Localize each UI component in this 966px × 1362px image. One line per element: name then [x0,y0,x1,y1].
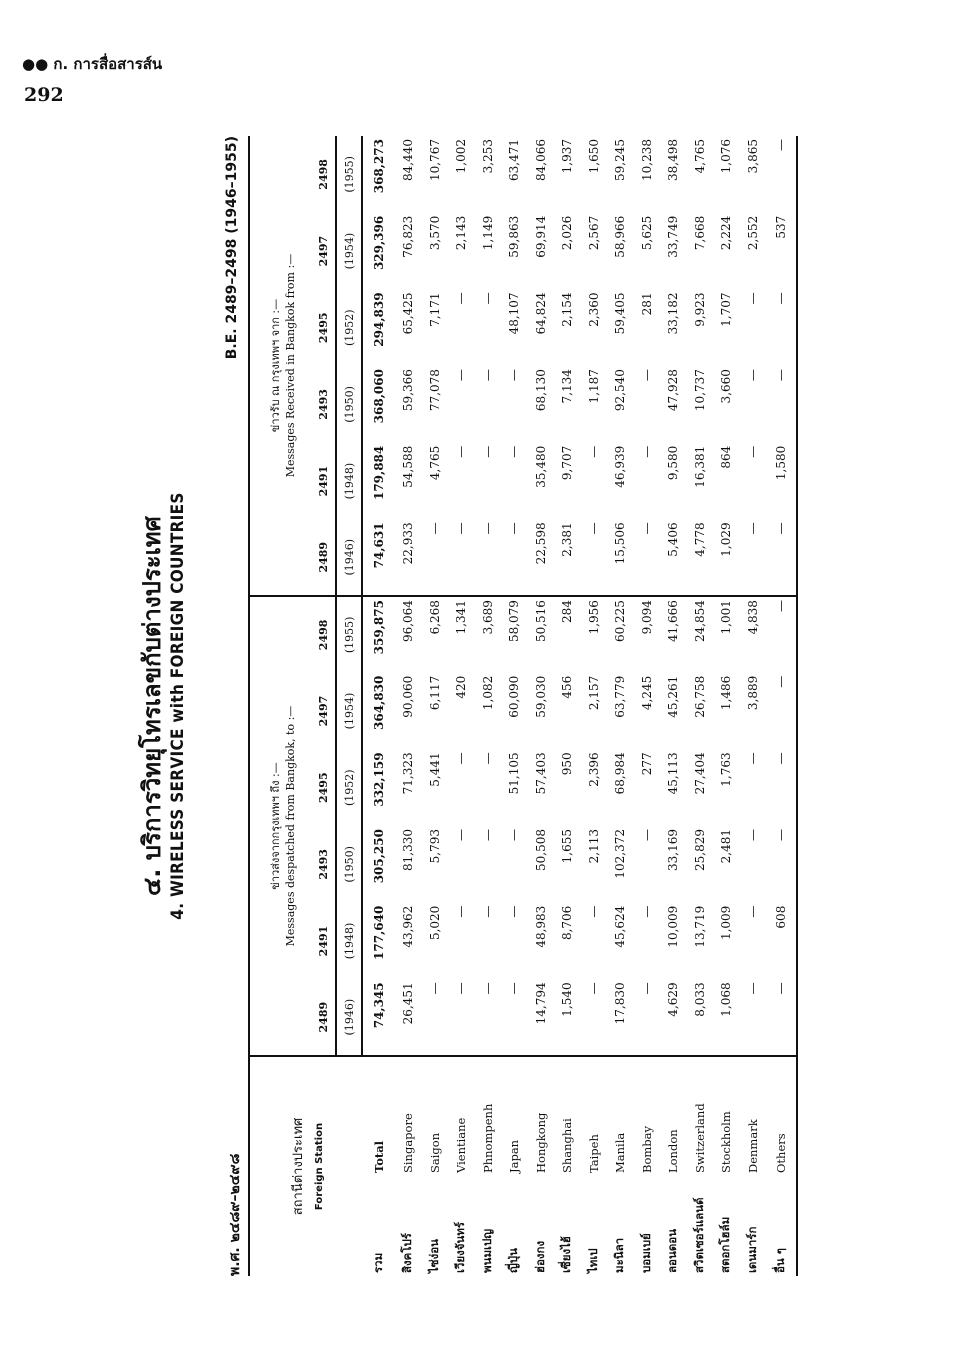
station-header-thai: สถานีต่างประเทศ [291,1117,306,1216]
received-value-cell: 84,066 [533,139,548,181]
despatched-header [249,596,312,1056]
station-name-thai: สิงคโปร์ [400,1233,415,1273]
station-name-english: Others [766,1056,797,1176]
received-value-cell: 1,707 [719,292,734,327]
received-year-ad: (1946) [336,519,362,596]
page-number: 292 [24,84,64,106]
despatched-value-cell: 608 [766,903,797,980]
despatched-year-ad: (1946) [336,979,362,1056]
station-name-english: Switzerland [687,1056,714,1176]
despatched-value-cell: 60,225 [607,596,634,673]
station-name-english: Saigon [422,1056,449,1176]
despatched-value-cell: — [639,829,654,842]
received-value-cell: 92,540 [613,369,628,412]
received-year-ad: (1954) [336,213,362,290]
despatched-value-cell: 90,060 [401,675,416,718]
received-value-cell: 69,914 [533,215,548,258]
received-value-cell: — [766,519,797,596]
received-value-cell: 5,625 [639,215,654,251]
despatched-value-cell: — [507,982,522,995]
received-value-cell: 77,078 [427,369,442,412]
despatched-value-cell: 10,009 [666,905,681,948]
station-name-thai: สวิตเซอร์แลนด์ [691,1197,706,1273]
received-value-cell: 9,580 [666,445,681,481]
received-value-cell: — [745,369,760,382]
despatched-value-cell: 50,508 [533,829,548,872]
received-header-thai: ข่าวรับ ณ กรุงเทพฯ จาก :— [268,298,282,433]
despatched-value-cell: — [480,829,495,842]
received-value-cell: 537 [766,213,797,290]
despatched-value-cell: — [766,596,797,673]
despatched-value-cell: 1,001 [713,596,740,673]
despatched-value-cell: 332,159 [372,752,386,807]
received-value-cell: — [480,292,495,305]
despatched-value-cell: — [766,826,797,903]
station-name-thai: มะนิลา [612,1237,627,1273]
despatched-value-cell: 1,341 [448,596,475,673]
received-value-cell: 3,660 [719,369,734,404]
despatched-value-cell: — [454,829,469,842]
received-value-cell: 2,567 [586,215,601,251]
despatched-value-cell: 3,889 [745,675,760,711]
despatched-value-cell: 41,666 [660,596,687,673]
station-name-english: Manila [607,1056,634,1176]
station-name-thai: พนมเปญ [479,1228,494,1273]
station-name-english: Japan [501,1056,528,1176]
despatched-value-cell: 2,113 [586,829,601,864]
received-year-be: 2489 [312,519,336,596]
despatched-value-cell: 359,875 [362,596,395,673]
received-year-ad: (1950) [336,366,362,443]
received-value-cell: 2,026 [560,215,575,251]
despatched-year-ad: (1954) [336,673,362,750]
received-year-be: 2495 [312,289,336,366]
received-value-cell: 281 [639,292,654,316]
received-value-cell: 64,824 [533,292,548,335]
received-value-cell: 2,381 [560,522,575,557]
despatched-year-be: 2493 [312,826,336,903]
despatched-value-cell: — [766,673,797,750]
despatched-value-cell: 60,090 [507,675,522,718]
despatched-value-cell: — [454,982,469,995]
despatched-value-cell: — [480,905,495,918]
received-value-cell: — [586,445,601,458]
table-row [740,136,767,1276]
despatched-value-cell: 177,640 [372,905,386,960]
received-year-ad: (1955) [336,136,362,213]
received-value-cell: 65,425 [401,292,416,335]
despatched-value-cell: 1,763 [719,752,734,787]
received-value-cell: 4,778 [692,522,707,557]
despatched-value-cell: 8,706 [560,905,575,941]
received-value-cell: 35,480 [533,445,548,488]
despatched-value-cell: 1,082 [480,675,495,711]
despatched-value-cell: — [507,829,522,842]
despatched-year-be: 2491 [312,903,336,980]
received-value-cell: 1,937 [560,139,575,174]
received-value-cell: 1,002 [454,139,469,174]
received-value-cell: 59,405 [613,292,628,335]
station-header-english: Foreign Station [314,1122,325,1211]
despatched-value-cell: 63,779 [613,675,628,718]
received-value-cell: — [766,289,797,366]
title-thai: ๔. บริการวิทยุโทรเลขกับต่างประเทศ [138,516,166,896]
despatched-year-ad: (1952) [336,749,362,826]
station-name-thai: บอมเบย์ [638,1233,653,1273]
despatched-value-cell: 4,245 [639,675,654,711]
despatched-value-cell: 9,094 [634,596,661,673]
received-value-cell: 2,154 [560,292,575,327]
received-value-cell: 10,737 [692,369,707,412]
despatched-value-cell: 6,117 [427,675,442,711]
despatched-value-cell: — [427,982,442,995]
received-value-cell: — [766,136,797,213]
received-value-cell: 9,707 [560,445,575,481]
despatched-value-cell: — [639,905,654,918]
received-value-cell: 3,865 [745,139,760,174]
received-value-cell: 59,863 [507,215,522,258]
received-value-cell: 68,130 [533,369,548,412]
received-value-cell: — [639,522,654,535]
received-value-cell: 4,765 [427,445,442,481]
received-value-cell: 329,396 [372,215,386,271]
station-name-thai: อื่น ๆ [766,1176,797,1276]
received-value-cell: — [454,292,469,305]
received-value-cell: — [639,369,654,382]
station-name-english: Hongkong [528,1056,555,1176]
received-year-be: 2491 [312,443,336,520]
table-row [475,136,502,1276]
despatched-value-cell: 2,481 [719,829,734,864]
despatched-value-cell: — [745,829,760,842]
received-value-cell: — [586,522,601,535]
table-row [554,136,581,1276]
despatched-value-cell: 71,323 [401,752,416,795]
received-value-cell: 76,823 [401,215,416,258]
despatched-value-cell: 59,030 [533,675,548,718]
received-value-cell: 10,767 [427,139,442,181]
despatched-value-cell: 25,829 [692,829,707,872]
total-row [362,136,395,1276]
received-value-cell: 7,668 [692,215,707,251]
received-value-cell: 7,171 [427,292,442,327]
despatched-value-cell: 74,345 [372,982,386,1029]
station-name-english: London [660,1056,687,1176]
despatched-value-cell: 68,984 [613,752,628,795]
table-row [687,136,714,1276]
received-value-cell: — [507,522,522,535]
received-value-cell: 368,060 [372,369,386,424]
table-row [448,136,475,1276]
despatched-value-cell: 48,983 [533,905,548,948]
despatched-value-cell: 3,689 [475,596,502,673]
received-value-cell: — [745,522,760,535]
despatched-value-cell: 24,854 [687,596,714,673]
received-value-cell: — [480,445,495,458]
despatched-value-cell: — [745,982,760,995]
station-name-thai: ไซ่ง่อน [426,1239,441,1273]
period-thai: พ.ศ. ๒๔๘๙–๒๔๙๘ [227,1153,243,1276]
despatched-value-cell: 102,372 [613,829,628,879]
received-value-cell: 1,187 [586,369,601,404]
received-year-be: 2493 [312,366,336,443]
received-year-be: 2498 [312,136,336,213]
received-value-cell: 22,598 [533,522,548,565]
despatched-year-ad: (1950) [336,826,362,903]
received-year-be: 2497 [312,213,336,290]
despatched-value-cell: 1,956 [581,596,608,673]
despatched-value-cell: 1,655 [560,829,575,864]
despatched-year-be: 2497 [312,673,336,750]
received-value-cell: 33,749 [666,215,681,258]
station-name-thai: รวม [370,1252,385,1273]
received-value-cell: 33,182 [666,292,681,335]
despatched-value-cell: 5,441 [427,752,442,787]
despatched-value-cell: — [454,905,469,918]
despatched-value-cell: 2,157 [586,675,601,711]
received-value-cell: 179,884 [372,445,386,501]
despatched-value-cell: — [480,982,495,995]
despatched-value-cell: 81,330 [401,829,416,872]
title-english: 4. WIRELESS SERVICE with FOREIGN COUNTRIES [168,492,188,920]
despatched-value-cell: — [766,749,797,826]
wireless-service-table [248,136,798,1276]
despatched-header-english: Messages despatched from Bangkok, to :— [283,705,297,947]
despatched-value-cell: — [586,982,601,995]
station-name-thai: ญี่ปุ่น [506,1248,521,1273]
despatched-value-cell: 6,268 [422,596,449,673]
despatched-value-cell: 277 [639,752,654,776]
despatched-value-cell: 2,396 [586,752,601,787]
despatched-value-cell: 43,962 [401,905,416,948]
despatched-value-cell: 50,516 [528,596,555,673]
received-header [249,136,312,596]
station-name-thai: ไทเป [585,1248,600,1273]
received-header-english: Messages Received in Bangkok from :— [283,253,297,478]
despatched-value-cell: 4,838 [740,596,767,673]
received-value-cell: 864 [719,445,734,469]
station-name-english: Vientiane [448,1056,475,1176]
received-value-cell: 1,076 [719,139,734,174]
received-value-cell: 46,939 [613,445,628,488]
received-value-cell: 2,552 [745,215,760,251]
received-year-ad: (1948) [336,443,362,520]
received-value-cell: 5,406 [666,522,681,557]
received-value-cell: 59,366 [401,369,416,412]
station-name-english: Total [362,1056,395,1176]
received-value-cell: 9,923 [692,292,707,327]
despatched-value-cell: 364,830 [372,675,386,730]
station-header [249,1056,362,1276]
received-value-cell: 54,588 [401,445,416,488]
despatched-value-cell: 17,830 [613,982,628,1025]
station-name-english: Singapore [395,1056,422,1176]
station-name-english: Denmark [740,1056,767,1176]
period-english: B.E. 2489–2498 (1946–1955) [224,136,240,360]
table-row [766,136,797,1276]
received-value-cell: 38,498 [666,139,681,181]
received-value-cell: — [454,445,469,458]
received-value-cell: 58,966 [613,215,628,258]
despatched-year-be: 2498 [312,596,336,673]
despatched-value-cell: 96,064 [395,596,422,673]
despatched-value-cell: — [454,752,469,765]
despatched-value-cell: 305,250 [372,829,386,884]
received-value-cell: 294,839 [372,292,386,347]
received-value-cell: — [745,445,760,458]
received-value-cell: 16,381 [692,445,707,488]
received-value-cell: — [480,369,495,382]
received-value-cell: — [507,369,522,382]
station-name-english: Bombay [634,1056,661,1176]
despatched-value-cell: 45,113 [666,752,681,795]
despatched-value-cell: 51,105 [507,752,522,795]
received-value-cell: 22,933 [401,522,416,565]
received-value-cell: 1,580 [766,443,797,520]
despatched-year-ad: (1955) [336,596,362,673]
despatched-value-cell: 284 [554,596,581,673]
despatched-value-cell: 45,261 [666,675,681,718]
despatched-value-cell: 1,068 [719,982,734,1017]
received-value-cell: 3,253 [480,139,495,174]
station-name-thai: สตอกโฮล์ม [718,1216,733,1273]
despatched-value-cell: 4,629 [666,982,681,1017]
despatched-value-cell: 5,793 [427,829,442,864]
received-value-cell: 2,224 [719,215,734,251]
despatched-value-cell: 33,169 [666,829,681,872]
despatched-value-cell: 27,404 [692,752,707,795]
despatched-value-cell: — [745,905,760,918]
received-value-cell: 84,440 [401,139,416,181]
despatched-value-cell: 58,079 [501,596,528,673]
received-value-cell: 4,765 [692,139,707,174]
received-value-cell: 7,134 [560,369,575,404]
received-value-cell: 368,273 [372,139,386,194]
received-value-cell: 10,238 [639,139,654,181]
station-name-thai: เวียงจันทร์ [453,1221,468,1273]
station-name-english: Phnompenh [475,1056,502,1176]
table-row [660,136,687,1276]
received-value-cell: 1,029 [719,522,734,557]
received-value-cell: 15,506 [613,522,628,565]
received-value-cell: 1,650 [586,139,601,174]
despatched-value-cell: 420 [454,675,469,699]
received-value-cell: 63,471 [507,139,522,181]
table-row [581,136,608,1276]
despatched-value-cell: 8,033 [692,982,707,1017]
received-year-ad: (1952) [336,289,362,366]
despatched-value-cell: 45,624 [613,905,628,948]
table-row [395,136,422,1276]
despatched-year-ad: (1948) [336,903,362,980]
received-value-cell: 74,631 [372,522,386,569]
station-name-thai: เดนมาร์ก [744,1226,759,1273]
table-row [607,136,634,1276]
despatched-year-be: 2495 [312,749,336,826]
despatched-value-cell: 1,540 [560,982,575,1017]
despatched-value-cell: — [745,752,760,765]
despatched-value-cell: 5,020 [427,905,442,941]
despatched-value-cell: 26,451 [401,982,416,1025]
received-value-cell: — [480,522,495,535]
received-value-cell: — [745,292,760,305]
received-value-cell: 3,570 [427,215,442,251]
despatched-value-cell: — [586,905,601,918]
table-row [634,136,661,1276]
received-value-cell: — [639,445,654,458]
received-value-cell: 2,143 [454,215,469,251]
received-value-cell: 1,149 [480,215,495,251]
station-name-thai: เซี่ยงไฮ้ [559,1236,574,1273]
received-value-cell: — [766,366,797,443]
received-value-cell: — [454,522,469,535]
despatched-value-cell: 26,758 [692,675,707,718]
despatched-value-cell: — [766,979,797,1056]
despatched-value-cell: 1,486 [719,675,734,711]
received-value-cell: 48,107 [507,292,522,335]
despatched-value-cell: 57,403 [533,752,548,795]
station-name-thai: ลอนดอน [665,1228,680,1273]
despatched-header-thai: ข่าวส่งจากกรุงเทพฯ ถึง :— [268,762,282,890]
despatched-value-cell: — [507,905,522,918]
despatched-value-cell: 14,794 [533,982,548,1025]
table-row [422,136,449,1276]
station-name-english: Taipeh [581,1056,608,1176]
received-value-cell: 2,360 [586,292,601,327]
book-reference: ●● ก. การสื่อสารส์น [22,55,163,73]
despatched-year-be: 2489 [312,979,336,1056]
despatched-value-cell: 456 [560,675,575,699]
table-row [501,136,528,1276]
received-value-cell: 59,245 [613,139,628,181]
table-row [528,136,555,1276]
station-name-thai: ฮ่องกง [532,1240,547,1273]
received-value-cell: — [427,522,442,535]
received-value-cell: — [454,369,469,382]
despatched-value-cell: 13,719 [692,905,707,948]
despatched-value-cell: — [639,982,654,995]
despatched-value-cell: 1,009 [719,905,734,941]
station-name-english: Stockholm [713,1056,740,1176]
despatched-value-cell: 950 [560,752,575,776]
station-name-english: Shanghai [554,1056,581,1176]
received-value-cell: 47,928 [666,369,681,412]
table-row [713,136,740,1276]
rotated-table-page [120,136,900,1276]
despatched-value-cell: — [480,752,495,765]
received-value-cell: — [507,445,522,458]
